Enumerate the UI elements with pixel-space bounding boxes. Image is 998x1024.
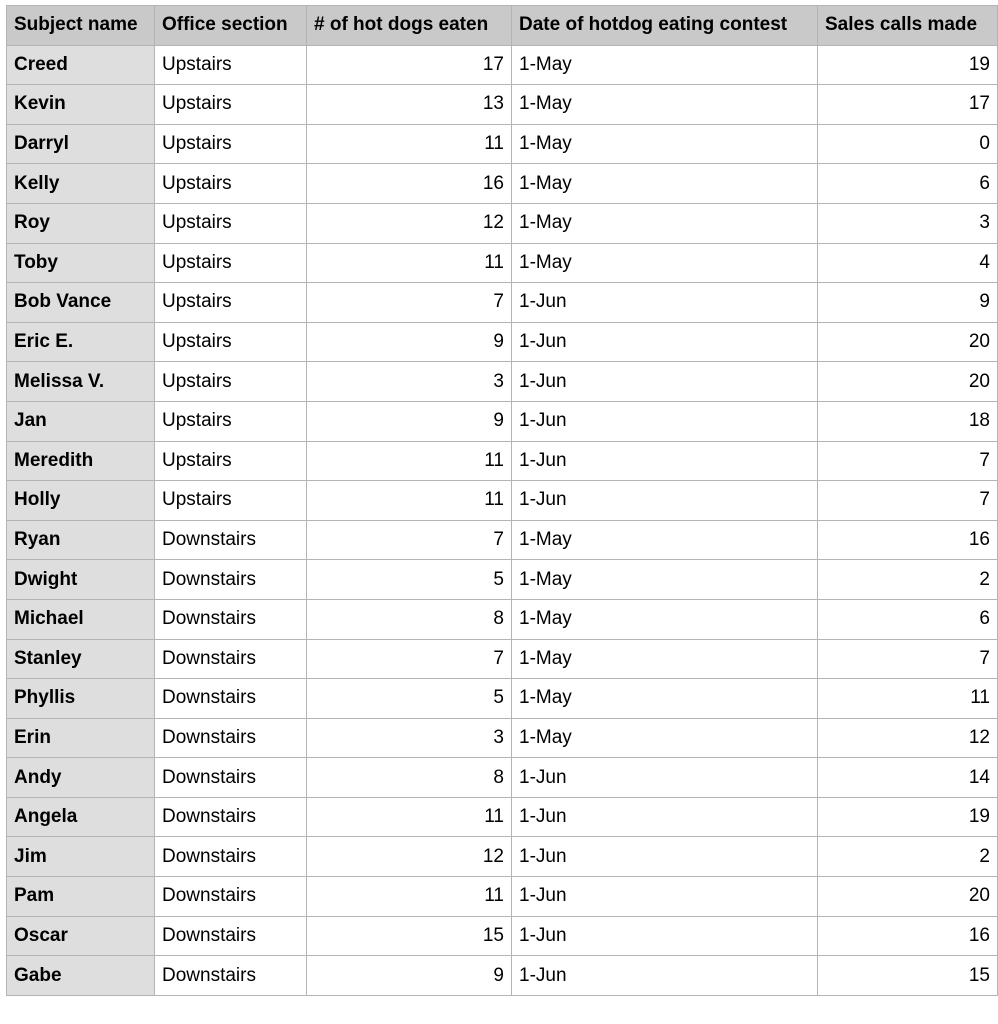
table-row xyxy=(7,916,998,956)
subject-name-cell[interactable]: Oscar xyxy=(7,916,155,956)
table-row xyxy=(7,164,998,204)
table-row xyxy=(7,45,998,85)
table-row xyxy=(7,401,998,441)
contest-date-cell[interactable]: 1-Jun xyxy=(512,877,818,917)
office-section-cell[interactable]: Downstairs xyxy=(155,599,307,639)
table-body xyxy=(7,45,998,995)
column-header-subject-name[interactable]: Subject name xyxy=(7,6,155,46)
table-row xyxy=(7,956,998,996)
contest-date-cell[interactable]: 1-May xyxy=(512,85,818,125)
sales-calls-cell[interactable]: 20 xyxy=(818,362,998,402)
table-row xyxy=(7,877,998,917)
contest-date-cell[interactable]: 1-Jun xyxy=(512,401,818,441)
hot-dogs-eaten-cell[interactable]: 9 xyxy=(307,322,512,362)
hot-dogs-eaten-cell[interactable]: 8 xyxy=(307,599,512,639)
subject-name-cell[interactable]: Angela xyxy=(7,797,155,837)
office-section-cell[interactable]: Downstairs xyxy=(155,758,307,798)
hot-dogs-eaten-cell[interactable]: 11 xyxy=(307,877,512,917)
office-section-cell[interactable]: Upstairs xyxy=(155,243,307,283)
office-section-cell[interactable]: Upstairs xyxy=(155,401,307,441)
sales-calls-cell[interactable]: 2 xyxy=(818,837,998,877)
office-section-cell[interactable]: Upstairs xyxy=(155,45,307,85)
sales-calls-cell[interactable]: 6 xyxy=(818,164,998,204)
subject-name-cell[interactable]: Creed xyxy=(7,45,155,85)
office-section-cell[interactable]: Downstairs xyxy=(155,837,307,877)
table-row xyxy=(7,203,998,243)
table-row xyxy=(7,797,998,837)
contest-date-cell[interactable]: 1-Jun xyxy=(512,362,818,402)
subject-name-cell[interactable]: Pam xyxy=(7,877,155,917)
contest-date-cell[interactable]: 1-May xyxy=(512,718,818,758)
sales-calls-cell[interactable]: 17 xyxy=(818,85,998,125)
sales-calls-cell[interactable]: 2 xyxy=(818,560,998,600)
office-section-cell[interactable]: Upstairs xyxy=(155,322,307,362)
table-row xyxy=(7,520,998,560)
table-row xyxy=(7,441,998,481)
hot-dogs-eaten-cell[interactable]: 11 xyxy=(307,124,512,164)
office-section-cell[interactable]: Downstairs xyxy=(155,520,307,560)
hot-dogs-eaten-cell[interactable]: 8 xyxy=(307,758,512,798)
subject-name-cell[interactable]: Toby xyxy=(7,243,155,283)
contest-date-cell[interactable]: 1-Jun xyxy=(512,837,818,877)
column-header-office-section[interactable]: Office section xyxy=(155,6,307,46)
office-section-cell[interactable]: Downstairs xyxy=(155,916,307,956)
sales-calls-cell[interactable]: 0 xyxy=(818,124,998,164)
hot-dogs-eaten-cell[interactable]: 15 xyxy=(307,916,512,956)
office-section-cell[interactable]: Upstairs xyxy=(155,203,307,243)
table-row xyxy=(7,718,998,758)
subject-name-cell[interactable]: Michael xyxy=(7,599,155,639)
office-section-cell[interactable]: Downstairs xyxy=(155,560,307,600)
subject-name-cell[interactable]: Gabe xyxy=(7,956,155,996)
sales-calls-cell[interactable]: 15 xyxy=(818,956,998,996)
contest-date-cell[interactable]: 1-May xyxy=(512,45,818,85)
office-section-cell[interactable]: Upstairs xyxy=(155,283,307,323)
table-row xyxy=(7,243,998,283)
sales-calls-cell[interactable]: 4 xyxy=(818,243,998,283)
sales-calls-cell[interactable]: 16 xyxy=(818,916,998,956)
contest-date-cell[interactable]: 1-Jun xyxy=(512,916,818,956)
hot-dogs-eaten-cell[interactable]: 3 xyxy=(307,718,512,758)
hot-dogs-eaten-cell[interactable]: 11 xyxy=(307,243,512,283)
subject-name-cell[interactable]: Kelly xyxy=(7,164,155,204)
column-header-sales-calls[interactable]: Sales calls made xyxy=(818,6,998,46)
subject-name-cell[interactable]: Dwight xyxy=(7,560,155,600)
hot-dogs-eaten-cell[interactable]: 11 xyxy=(307,481,512,521)
subject-name-cell[interactable]: Phyllis xyxy=(7,679,155,719)
column-header-hot-dogs-eaten[interactable]: # of hot dogs eaten xyxy=(307,6,512,46)
hot-dogs-eaten-cell[interactable]: 9 xyxy=(307,401,512,441)
table-row xyxy=(7,124,998,164)
office-section-cell[interactable]: Upstairs xyxy=(155,124,307,164)
office-section-cell[interactable]: Upstairs xyxy=(155,481,307,521)
sales-calls-cell[interactable]: 7 xyxy=(818,481,998,521)
contest-date-cell[interactable]: 1-May xyxy=(512,679,818,719)
subject-name-cell[interactable]: Jim xyxy=(7,837,155,877)
sales-calls-cell[interactable]: 12 xyxy=(818,718,998,758)
sales-calls-cell[interactable]: 20 xyxy=(818,877,998,917)
hot-dogs-eaten-cell[interactable]: 16 xyxy=(307,164,512,204)
table-row xyxy=(7,322,998,362)
hot-dogs-eaten-cell[interactable]: 7 xyxy=(307,520,512,560)
office-section-cell[interactable]: Upstairs xyxy=(155,441,307,481)
table-row xyxy=(7,560,998,600)
office-section-cell[interactable]: Downstairs xyxy=(155,718,307,758)
contest-date-cell[interactable]: 1-May xyxy=(512,203,818,243)
subject-name-cell[interactable]: Holly xyxy=(7,481,155,521)
contest-date-cell[interactable]: 1-May xyxy=(512,124,818,164)
table-row xyxy=(7,283,998,323)
office-section-cell[interactable]: Downstairs xyxy=(155,877,307,917)
subject-name-cell[interactable]: Meredith xyxy=(7,441,155,481)
office-section-cell[interactable]: Upstairs xyxy=(155,362,307,402)
hot-dogs-eaten-cell[interactable]: 7 xyxy=(307,639,512,679)
contest-date-cell[interactable]: 1-May xyxy=(512,164,818,204)
hot-dogs-eaten-cell[interactable]: 13 xyxy=(307,85,512,125)
hot-dogs-eaten-cell[interactable]: 9 xyxy=(307,956,512,996)
hot-dogs-eaten-cell[interactable]: 3 xyxy=(307,362,512,402)
office-section-cell[interactable]: Downstairs xyxy=(155,797,307,837)
table-row xyxy=(7,85,998,125)
contest-date-cell[interactable]: 1-May xyxy=(512,599,818,639)
hot-dogs-eaten-cell[interactable]: 11 xyxy=(307,441,512,481)
table-row xyxy=(7,599,998,639)
contest-date-cell[interactable]: 1-Jun xyxy=(512,322,818,362)
contest-date-cell[interactable]: 1-May xyxy=(512,639,818,679)
table-row xyxy=(7,481,998,521)
table-header xyxy=(7,6,998,46)
data-table xyxy=(6,5,998,996)
column-header-contest-date[interactable]: Date of hotdog eating contest xyxy=(512,6,818,46)
contest-date-cell[interactable]: 1-May xyxy=(512,560,818,600)
contest-date-cell[interactable]: 1-May xyxy=(512,243,818,283)
subject-name-cell[interactable]: Roy xyxy=(7,203,155,243)
table-row xyxy=(7,639,998,679)
office-section-cell[interactable]: Upstairs xyxy=(155,164,307,204)
sales-calls-cell[interactable]: 6 xyxy=(818,599,998,639)
sales-calls-cell[interactable]: 9 xyxy=(818,283,998,323)
contest-date-cell[interactable]: 1-Jun xyxy=(512,956,818,996)
hot-dogs-eaten-cell[interactable]: 11 xyxy=(307,797,512,837)
hot-dogs-eaten-cell[interactable]: 7 xyxy=(307,283,512,323)
contest-date-cell[interactable]: 1-Jun xyxy=(512,441,818,481)
hot-dogs-eaten-cell[interactable]: 5 xyxy=(307,560,512,600)
office-section-cell[interactable]: Downstairs xyxy=(155,639,307,679)
sales-calls-cell[interactable]: 3 xyxy=(818,203,998,243)
sales-calls-cell[interactable]: 16 xyxy=(818,520,998,560)
subject-name-cell[interactable]: Jan xyxy=(7,401,155,441)
subject-name-cell[interactable]: Andy xyxy=(7,758,155,798)
contest-date-cell[interactable]: 1-Jun xyxy=(512,758,818,798)
office-section-cell[interactable]: Upstairs xyxy=(155,85,307,125)
table-row xyxy=(7,837,998,877)
contest-date-cell[interactable]: 1-Jun xyxy=(512,481,818,521)
subject-name-cell[interactable]: Darryl xyxy=(7,124,155,164)
sales-calls-cell[interactable]: 11 xyxy=(818,679,998,719)
sales-calls-cell[interactable]: 20 xyxy=(818,322,998,362)
subject-name-cell[interactable]: Ryan xyxy=(7,520,155,560)
sales-calls-cell[interactable]: 18 xyxy=(818,401,998,441)
hot-dogs-eaten-cell[interactable]: 12 xyxy=(307,203,512,243)
subject-name-cell[interactable]: Eric E. xyxy=(7,322,155,362)
hot-dogs-eaten-cell[interactable]: 5 xyxy=(307,679,512,719)
sales-calls-cell[interactable]: 19 xyxy=(818,45,998,85)
subject-name-cell[interactable]: Bob Vance xyxy=(7,283,155,323)
subject-name-cell[interactable]: Erin xyxy=(7,718,155,758)
office-section-cell[interactable]: Downstairs xyxy=(155,956,307,996)
hot-dogs-eaten-cell[interactable]: 12 xyxy=(307,837,512,877)
contest-date-cell[interactable]: 1-Jun xyxy=(512,283,818,323)
sales-calls-cell[interactable]: 7 xyxy=(818,441,998,481)
sales-calls-cell[interactable]: 14 xyxy=(818,758,998,798)
header-row xyxy=(7,6,998,46)
subject-name-cell[interactable]: Kevin xyxy=(7,85,155,125)
sales-calls-cell[interactable]: 7 xyxy=(818,639,998,679)
table-row xyxy=(7,362,998,402)
office-section-cell[interactable]: Downstairs xyxy=(155,679,307,719)
table-row xyxy=(7,679,998,719)
sales-calls-cell[interactable]: 19 xyxy=(818,797,998,837)
subject-name-cell[interactable]: Stanley xyxy=(7,639,155,679)
hot-dogs-eaten-cell[interactable]: 17 xyxy=(307,45,512,85)
contest-date-cell[interactable]: 1-Jun xyxy=(512,797,818,837)
table-row xyxy=(7,758,998,798)
contest-date-cell[interactable]: 1-May xyxy=(512,520,818,560)
subject-name-cell[interactable]: Melissa V. xyxy=(7,362,155,402)
